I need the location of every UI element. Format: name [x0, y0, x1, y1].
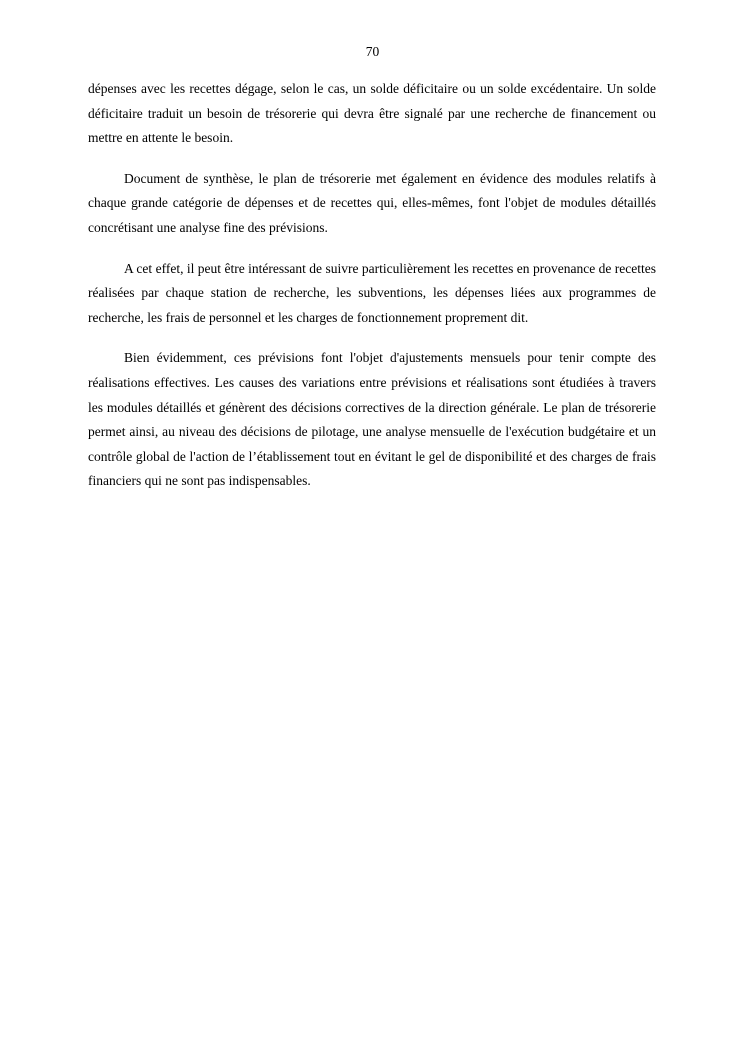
body-text — [88, 77, 656, 510]
paragraph-continuation: dépenses avec les recettes dégage, selon le cas, un solde déficitaire ou un solde excédentaire. Un solde déficitaire traduit un besoin de trésorerie qui devra être signalé par une recherche de financement ou mettre en attente le besoin. — [88, 81, 656, 146]
paragraph-adjustments: Bien évidemment, ces prévisions font l'objet d'ajustements mensuels pour tenir compte des réalisations effectives. Les causes des variations entre prévisions et réalisations sont étudiées à travers les modules détaillés et génèrent des décisions correctives de la direction générale. Le plan de trésorerie permet ainsi, au niveau des décisions de pilotage, une analyse mensuelle de l'exécution budgétaire et un contrôle global de l'action de l’établissement tout en évitant le gel de disponibilité et des charges de frais financiers qui ne sont pas indispensables. — [88, 350, 656, 489]
paragraph-synthesis: Document de synthèse, le plan de trésorerie met également en évidence des modules relatifs à chaque grande catégorie de dépenses et de recettes qui, elles-mêmes, font l'objet de modules détaillés concrétisant une analyse fine des prévisions. — [88, 170, 656, 235]
paragraph-monitoring: A cet effet, il peut être intéressant de suivre particulièrement les recettes en provenance de recettes réalisées par chaque station de recherche, les subventions, les dépenses liées aux programmes de recherche, les frais de personnel et les charges de fonctionnement proprement dit. — [88, 260, 656, 325]
page-number: 70 — [365, 44, 380, 59]
